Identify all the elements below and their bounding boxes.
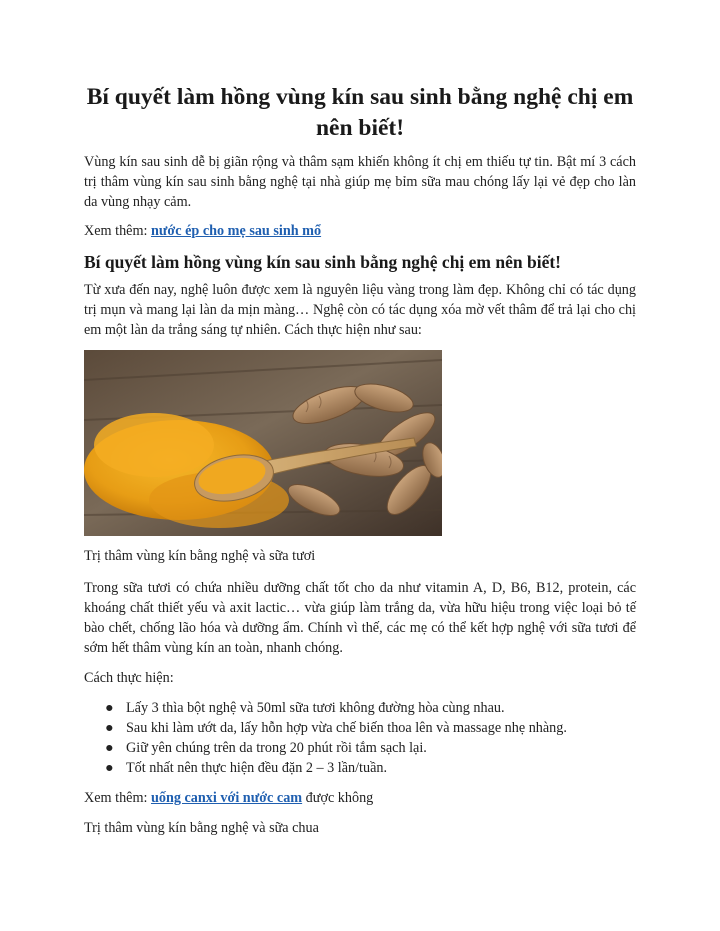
calcium-article-link[interactable]: uống canxi với nước cam: [150, 790, 303, 806]
page-title: Bí quyết làm hồng vùng kín sau sinh bằng nghệ chị em nên biết!: [86, 84, 634, 141]
list-item: [105, 758, 636, 778]
turmeric-photo: [84, 350, 442, 536]
see-also-suffix: được không: [302, 790, 374, 806]
juice-article-link[interactable]: nước ép cho mẹ sau sinh mổ: [150, 223, 322, 239]
step-text: Giữ yên chúng trên da trong 20 phút rồi tắm sạch lại.: [126, 740, 427, 756]
list-item: [105, 738, 636, 758]
see-also-prefix: Xem thêm:: [84, 223, 151, 239]
list-item: [105, 718, 636, 738]
step-text: Tốt nhất nên thực hiện đều đặn 2 – 3 lần/tuần.: [126, 760, 388, 776]
bullet-icon: ●: [105, 700, 114, 716]
bullet-icon: ●: [105, 740, 114, 756]
bullet-icon: ●: [105, 760, 114, 776]
image-caption: Trị thâm vùng kín bằng nghệ và sữa tươi: [84, 548, 316, 564]
howto-label: Cách thực hiện:: [84, 670, 174, 686]
section-heading: Bí quyết làm hồng vùng kín sau sinh bằng nghệ chị em nên biết!: [84, 252, 562, 272]
milk-paragraph: Trong sữa tươi có chứa nhiều dưỡng chất tốt cho da như vitamin A, D, B6, B12, protein, các khoáng chất thiết yếu và axit lactic… vừa giúp làm trắng da, vừa hữu hiệu trong việc loại bỏ tế bào chết, chống lão hóa và dưỡng ẩm. Chính vì thế, các mẹ có thể kết hợp nghệ với sữa tươi để sớm hết thâm vùng kín an toàn, nhanh chóng.: [84, 580, 636, 656]
see-also-line: [84, 221, 636, 241]
section-paragraph: Từ xưa đến nay, nghệ luôn được xem là nguyên liệu vàng trong làm đẹp. Không chỉ có tác dụng trị mụn và mang lại làn da mịn màng… Nghệ còn có tác dụng xóa mờ vết thâm để trả lại cho chị em một làn da trắng sáng tự nhiên. Cách thực hiện như sau:: [84, 282, 636, 338]
steps-list: [84, 698, 636, 778]
bullet-icon: ●: [105, 720, 114, 736]
intro-paragraph: Vùng kín sau sinh dễ bị giãn rộng và thâm sạm khiến không ít chị em thiếu tự tin. Bật mí 3 cách trị thâm vùng kín sau sinh bằng nghệ tại nhà giúp mẹ bỉm sữa mau chóng lấy lại vẻ đẹp cho làn da vùng nhạy cảm.: [84, 154, 636, 210]
see-also-line-2: [84, 788, 636, 808]
next-subheading: Trị thâm vùng kín bằng nghệ và sữa chua: [84, 820, 319, 836]
list-item: [105, 698, 636, 718]
step-text: Lấy 3 thìa bột nghệ và 50ml sữa tươi không đường hòa cùng nhau.: [126, 700, 505, 716]
see-also-prefix: Xem thêm:: [84, 790, 151, 806]
step-text: Sau khi làm ướt da, lấy hỗn hợp vừa chế biến thoa lên và massage nhẹ nhàng.: [126, 720, 567, 736]
